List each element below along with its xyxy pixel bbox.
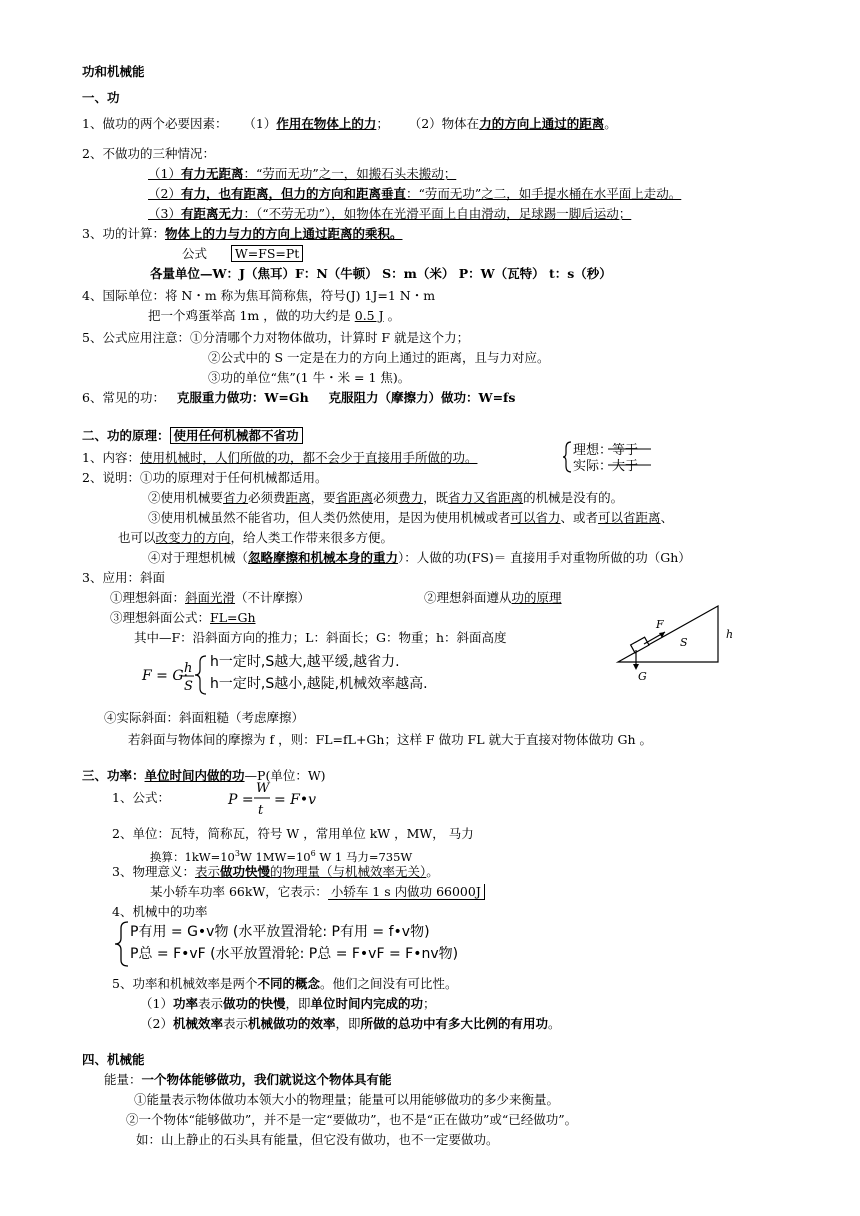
- s2-note-3: ③使用机械虽然不能省功，但人类仍然使用，是因为使用机械或者可以省力、或者可以省距离、: [148, 510, 674, 525]
- s4-note-3: 如：山上静止的石头具有能量，但它没有做功，也不一定要做功。: [136, 1132, 499, 1147]
- s2-where: 其中—F：沿斜面方向的推力；L：斜面长；G：物重；h：斜面高度: [134, 630, 507, 645]
- s3-line-2: 2、单位：瓦特，简称瓦，符号 W ，常用单位 kW ，MW， 马力: [112, 826, 474, 841]
- s2-note-4: ④对于理想机械（忽略摩擦和机械本身的重力）：人做的功(FS)＝ 直接用手对重物所做的功（Gh）: [148, 550, 691, 565]
- s1-line-5b: ②公式中的 S 一定是在力的方向上通过的距离，且与力对应。: [208, 350, 550, 365]
- ideal-real-brace: [563, 440, 653, 474]
- s2-incline-1: ①理想斜面：斜面光滑（不计摩擦）: [110, 590, 311, 605]
- s2-note-3b: 也可以改变力的方向，给人类工作带来很多方便。: [118, 530, 394, 545]
- power-formula-image: [226, 778, 346, 822]
- formula-box: W=FS=Pt: [231, 245, 303, 262]
- machine-power-brace: [112, 920, 132, 968]
- real-label: 实际：大于: [573, 459, 639, 474]
- s2-incline-3: ③理想斜面公式：FL=Gh: [110, 610, 256, 625]
- s4-note-2: ②一个物体“能够做功”，并不是一定“要做功”，也不是“正在做功”或“已经做功”。: [126, 1112, 578, 1127]
- s3-line-4: 4、机械中的功率: [112, 904, 208, 919]
- label-S: S: [680, 636, 688, 649]
- svg-text:W: W: [256, 781, 270, 796]
- label-h: h: [726, 628, 734, 641]
- s3-line-5: 5、功率和机械效率是两个不同的概念。他们之间没有可比性。: [112, 976, 458, 991]
- s1-case-1: （1）有力无距离：“劳而无功”之一，如搬石头未搬动；: [148, 166, 457, 181]
- s2-incline-4b: 若斜面与物体间的摩擦为 f ，则：FL=fL+Gh；这样 F 做功 FL 就大于直接对物体做功 Gh 。: [128, 732, 652, 747]
- svg-text:h: h: [184, 661, 193, 676]
- svg-text:S: S: [184, 679, 193, 694]
- s1-units: 各量单位—W：J（焦耳）F：N（牛顿） S：m（米） P：W（瓦特） t：s（秒）: [150, 266, 612, 281]
- doc-title: 功和机械能: [82, 64, 145, 79]
- s2-incline-2: ②理想斜面遵从功的原理: [424, 590, 562, 605]
- machine-power-useful: P有用 = G•v物 (水平放置滑轮: P有用 = f•v物): [130, 924, 430, 940]
- incline-rule-1: h一定时,S越大,越平缓,越省力.: [210, 654, 400, 670]
- principle-box: 使用任何机械都不省功: [170, 427, 303, 444]
- s1-line-5: 5、公式应用注意：①分清哪个力对物体做功，计算时 F 就是这个力；: [82, 330, 470, 345]
- svg-text:P =: P =: [228, 792, 254, 808]
- s2-line-1: 1、内容：使用机械时，人们所做的功，都不会少于直接用手所做的功。: [82, 450, 478, 465]
- s1-formula-row: 公式 W=FS=Pt: [182, 246, 303, 262]
- section-1-heading: 一、功: [82, 90, 120, 105]
- s1-line-3: 3、功的计算：物体上的力与力的方向上通过距离的乘积。: [82, 226, 403, 241]
- machine-power-total: P总 = F•vF (水平放置滑轮: P总 = F•vF = F•nv物): [130, 946, 459, 962]
- s3-car: 某小轿车功率 66kW，它表示： 小轿车 1 s 内做功 66000J: [150, 884, 485, 900]
- incline-rule-2: h一定时,S越小,越陡,机械效率越高.: [210, 676, 428, 692]
- incline-triangle: [618, 606, 718, 662]
- s1-line-1: 1、做功的两个必要因素： （1）作用在物体上的力； （2）物体在力的方向上通过的距离。: [82, 116, 617, 131]
- incline-diagram: [610, 604, 760, 684]
- s3-line-5a: （1）功率表示做功的快慢，即单位时间内完成的功；: [140, 996, 436, 1011]
- s2-line-2: 2、说明：①功的原理对于任何机械都适用。: [82, 470, 328, 485]
- s2-note-2: ②使用机械要省力必须费距离，要省距离必须费力，既省力又省距离的机械是没有的。: [148, 490, 624, 505]
- section-2-heading: 二、功的原理： 使用任何机械都不省功: [82, 428, 303, 444]
- s2-line-3: 3、应用：斜面: [82, 570, 165, 585]
- s2-incline-4: ④实际斜面：斜面粗糙（考虑摩擦）: [104, 710, 305, 725]
- ideal-label: 理想：等于: [573, 443, 639, 458]
- svg-text:= F•v: = F•v: [274, 792, 317, 808]
- label-G: G: [638, 670, 647, 683]
- s4-definition: 能量：一个物体能够做功，我们就说这个物体具有能: [104, 1072, 392, 1087]
- s1-line-6: 6、常见的功： 克服重力做功：W=Gh 克服阻力（摩擦力）做功：W=fs: [82, 390, 516, 405]
- section-3-heading: 三、功率：单位时间内做的功—P(单位：W): [82, 768, 326, 783]
- s3-line-3: 3、物理意义：表示做功快慢的物理量（与机械效率无关）。: [112, 864, 439, 879]
- s3-line-1: 1、公式：: [112, 790, 170, 805]
- s3-line-5b: （2）机械效率表示机械做功的效率，即所做的总功中有多大比例的有用功。: [140, 1016, 561, 1031]
- s1-line-2: 2、不做功的三种情况：: [82, 146, 215, 161]
- svg-text:t: t: [258, 803, 264, 818]
- s1-line-4: 4、国际单位：将 N・m 称为焦耳简称焦，符号(J) 1J=1 N・m: [82, 288, 436, 303]
- s1-line-5c: ③功的单位“焦”(1 牛・米 = 1 焦)。: [208, 370, 411, 385]
- svg-text:F = G·: F = G·: [142, 668, 188, 684]
- label-F: F: [656, 618, 664, 631]
- incline-block: [631, 637, 649, 653]
- s3-conversion: 换算：$1kW=10^3W$ $1MW=10^6$ W 1 马力=735W: [150, 849, 413, 864]
- s1-egg: 把一个鸡蛋举高 1m ，做的功大约是 0.5 J 。: [148, 308, 401, 323]
- section-4-heading: 四、机械能: [82, 1052, 145, 1067]
- s1-case-2: （2）有力，也有距离，但力的方向和距离垂直：“劳而无功”之二，如手提水桶在水平面上走动。: [148, 186, 682, 201]
- s1-case-3: （3）有距离无力：（“不劳无功”），如物体在光滑平面上自由滑动，足球踢一脚后运动；: [148, 206, 632, 221]
- s4-note-1: ①能量表示物体做功本领大小的物理量；能量可以用能够做功的多少来衡量。: [134, 1092, 560, 1107]
